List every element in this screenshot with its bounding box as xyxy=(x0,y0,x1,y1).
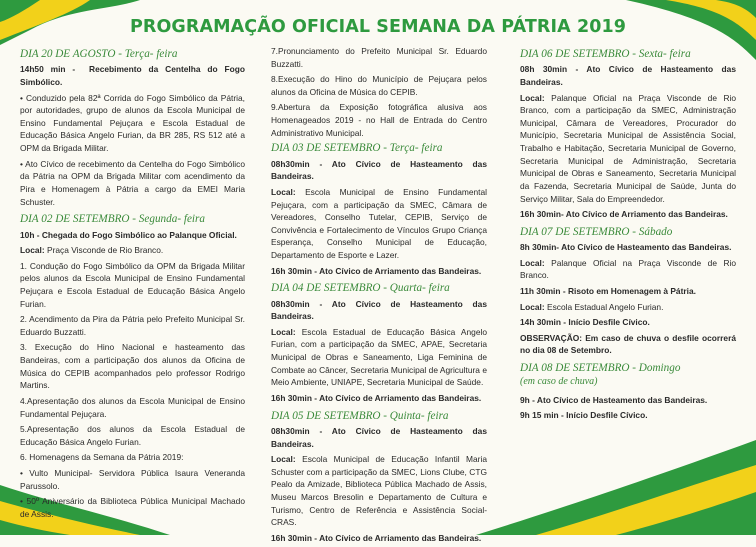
column-left xyxy=(20,45,245,523)
date-heading-sep-06: DIA 06 DE SETEMBRO - Sexta- feira xyxy=(520,48,691,60)
event-title: Recebimento da Centelha do Fogo Simbólico. xyxy=(20,64,246,88)
location-value: Palanque Oficial na Praça Visconde de Rio Branco, com a participação da SMEC, Administração Municipal, Câmara de Vereadores, Procurador do Município, Secretaria Municipal de Assistência Social, Trabalho e Habitação, Secretaria Municipal de Governo, Secretaria Municipal de Administração, Secretaria Municipal de Obras e Saneamento, Secretaria Municipal da Fazenda, Secretaria Municipal de Saúde, Junta do Serviço Militar, Sala do Empreendedor. xyxy=(520,92,737,204)
event-centelha xyxy=(20,63,245,88)
location-value: Palanque Oficial na Praça Visconde de Rio Branco. xyxy=(520,257,737,281)
date-heading-sep-07: DIA 07 DE SETEMBRO - Sábado xyxy=(520,225,673,238)
list-item: 2. Acendimento da Pira da Pátria pelo Prefeito Municipal Sr. Eduardo Buzzatti. xyxy=(20,314,245,337)
list-item: 4.Apresentação dos alunos da Escola Municipal de Ensino Fundamental Pejuçara. xyxy=(20,395,245,419)
location-label: Local: xyxy=(520,92,545,103)
event-arriamento: 16h 30min - Ato Cívico de Arriamento das Bandeiras. xyxy=(271,265,482,276)
event-desfile: 14h 30min - Início Desfile Cívico. xyxy=(520,317,650,328)
date-heading-sep-05: DIA 05 DE SETEMBRO - Quinta- feira xyxy=(271,409,449,422)
location-label: Local: xyxy=(271,326,296,337)
location-line xyxy=(520,92,736,205)
event-arriamento: 16h 30min - Ato Cívico de Arriamento das Bandeiras. xyxy=(271,532,482,543)
date-heading-subtitle: (em caso de chuva) xyxy=(520,375,598,387)
event-risoto: 11h 30min - Risoto em Homenagem à Pátria. xyxy=(520,286,696,297)
location-line xyxy=(271,453,487,529)
date-heading-text: DIA 08 DE SETEMBRO - Domingo xyxy=(520,362,681,375)
flag-ribbon-bottom-right xyxy=(476,440,756,535)
event-hasteamento: 08h 30min - Ato Cívico de Hasteamento das Bandeiras. xyxy=(520,64,736,88)
event-desfile: 9h 15 min - Início Desfile Cívico. xyxy=(520,410,648,421)
list-item: 9.Abertura da Exposição fotográfica alusiva aos Homenageados 2019 - no Hall de Entrada do Centro Administrativo Municipal. xyxy=(271,102,487,138)
location-label: Local: xyxy=(271,454,296,465)
page-title: PROGRAMAÇÃO OFICIAL SEMANA DA PÁTRIA 2019 xyxy=(129,17,627,37)
column-right xyxy=(520,45,736,425)
location-value: Escola Estadual de Educação Básica Angelo Furian, com a participação da SMEC, APAE, Secretaria Municipal de Obras e Saneamento, Liga Feminina de Combate ao Câncer, Secretaria Municipal de Agricultura e Meio Ambiente, UNIAPE, Secretaria Municipal de Saúde. xyxy=(271,326,487,388)
event-hasteamento: 9h - Ato Cívico de Hasteamento das Bandeiras. xyxy=(520,394,708,405)
date-heading-aug-20: DIA 20 DE AGOSTO - Terça- feira xyxy=(20,48,178,60)
location-value: Escola Municipal de Ensino Fundamental Pejuçara, com a participação da SMEC, Câmara de Vereadores, Conselho Tutelar, CEPIB, Serviço de Convivência e Fortalecimento de Vínculos Grupo Criança Esperança, Conselho Municipal de Educação, Departamento de Esporte e Lazer. xyxy=(271,186,487,260)
location-line xyxy=(271,186,487,262)
list-item: 8.Execução do Hino do Município de Pejuçara pelos alunos da Oficina de Música do CEPIB. xyxy=(271,74,487,97)
column-middle xyxy=(271,45,487,547)
date-heading-sep-03: DIA 03 DE SETEMBRO - Terça- feira xyxy=(271,142,443,155)
location-line xyxy=(20,244,245,257)
event-hasteamento: 08h30min - Ato Cívico de Hasteamento das Bandeiras. xyxy=(271,158,487,182)
list-item: • 50º Aniversário da Biblioteca Pública Municipal Machado de Assis. xyxy=(20,496,245,519)
location-label: Local: xyxy=(520,301,545,312)
list-item: 6. Homenagens da Semana da Pátria 2019: xyxy=(20,452,184,463)
location-value: Escola Estadual Angelo Furian. xyxy=(547,301,664,312)
date-heading-sep-02: DIA 02 DE SETEMBRO - Segunda- feira xyxy=(20,213,205,226)
location-label: Local: xyxy=(520,257,545,268)
location-value: Escola Municipal de Educação Infantil Maria Schuster com a participação da SMEC, Lions Clube, CTG Pealo da Amizade, Biblioteca Pública Machado de Assis, Museu Marcos Bresolin e Departamento de Cultura e Turismo, Centro de Referência e Assistência Social- CRAS. xyxy=(271,454,487,528)
list-item: 7.Pronunciamento do Prefeito Municipal Sr. Eduardo Buzzatti. xyxy=(271,46,487,69)
event-title: 10h - Chegada do Fogo Simbólico ao Palanque Oficial. xyxy=(20,229,237,240)
location-line xyxy=(520,301,736,314)
location-label: Local: xyxy=(271,186,296,197)
list-item: 3. Execução do Hino Nacional e hasteamento das Bandeiras, com a participação dos alunos da Oficina de Música do CEPIB acompanhados pelo professor Rodrigo Martins. xyxy=(20,342,245,391)
paragraph: • Conduzido pela 82ª Corrida do Fogo Simbólico da Pátria, por autoridades, grupo de alunos da Escola Municipal de Ensino Fundamental Pejuçara e Escola Estadual de Educação Básica Angelo Furian, da BR 285, RS 512 até a OPM da Brigada Militar. xyxy=(20,92,245,154)
event-arriamento: 16h 30min- Ato Cívico de Arriamento das Bandeiras. xyxy=(520,209,728,220)
date-heading-sep-04: DIA 04 DE SETEMBRO - Quarta- feira xyxy=(271,282,450,295)
location-line xyxy=(271,326,487,389)
event-hasteamento: 8h 30min- Ato Cívico de Hasteamento das Bandeiras. xyxy=(520,242,732,253)
observation-note: OBSERVAÇÃO: Em caso de chuva o desfile ocorrerá no dia 08 de Setembro. xyxy=(520,332,736,356)
location-value: Praça Visconde de Rio Branco. xyxy=(47,245,164,256)
list-item: 1. Condução do Fogo Simbólico da OPM da Brigada Militar pelos alunos da Escola Municipal de Ensino Fundamental Pejuçara e Escola Estadual de Educação Básica Angelo Furian. xyxy=(20,260,245,309)
event-hasteamento: 08h30min - Ato Cívico de Hasteamento das Bandeiras. xyxy=(271,425,487,449)
list-item: 5.Apresentação dos alunos da Escola Estadual de Educação Básica Angelo Furian. xyxy=(20,424,245,447)
location-line xyxy=(520,257,736,282)
list-item: • Vulto Municipal- Servidora Pública Isaura Veneranda Parussolo. xyxy=(20,467,245,491)
paragraph: • Ato Cívico de recebimento da Centelha do Fogo Simbólico da Pátria na OPM da Brigada Militar com acendimento da Pira e Homenagem à Pátria a cargo da EMEI Maria Schuster. xyxy=(20,158,245,207)
date-heading-sep-08 xyxy=(520,362,736,387)
location-label: Local: xyxy=(20,245,45,256)
event-time: 14h50 min - xyxy=(20,64,76,75)
event-arriamento: 16h 30min - Ato Cívico de Arriamento das Bandeiras. xyxy=(271,392,482,403)
event-hasteamento: 08h30min - Ato Cívico de Hasteamento das Bandeiras. xyxy=(271,298,487,322)
